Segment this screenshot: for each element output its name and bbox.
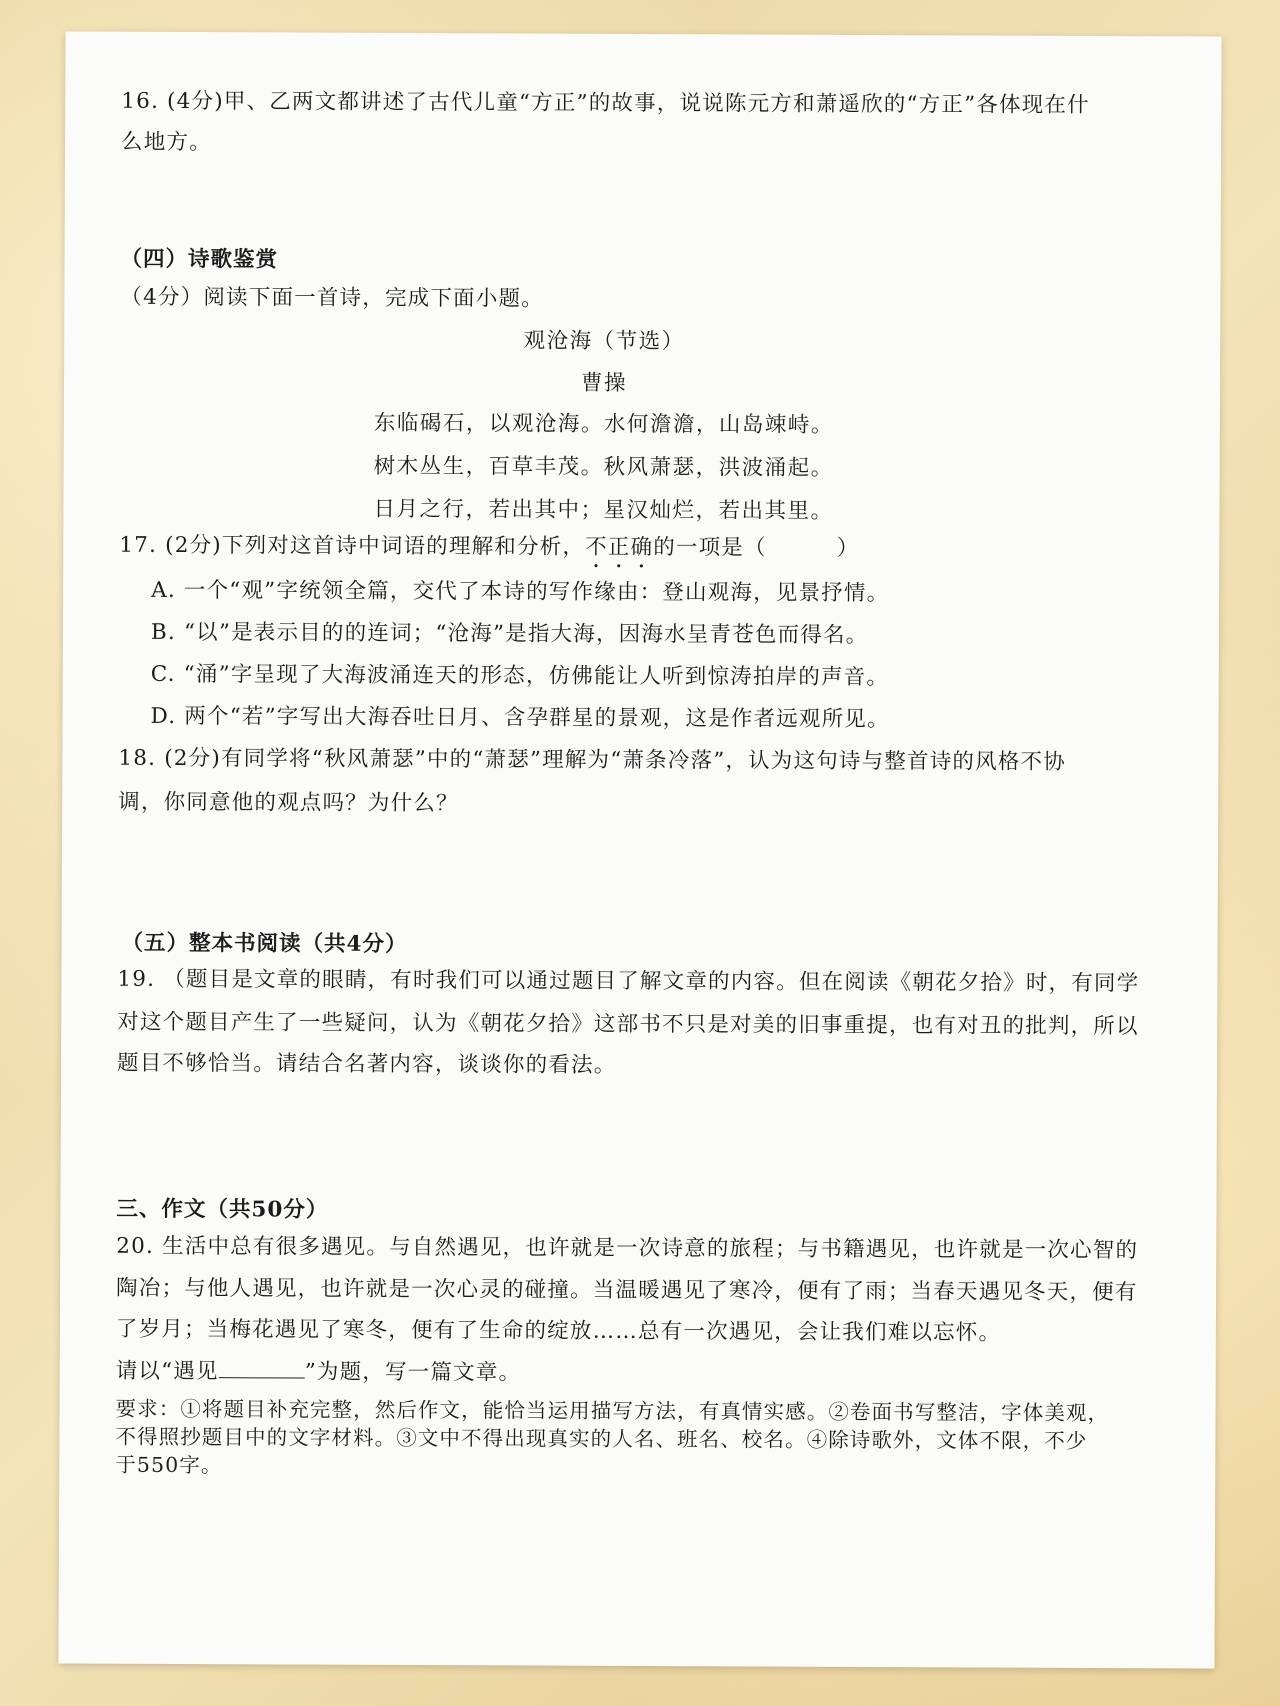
poem-line-1: 东临碣石，以观沧海。水何澹澹，山岛竦峙。 <box>373 410 834 438</box>
q17-option-a: A. 一个“观”字统领全篇，交代了本诗的写作缘由：登山观海，见景抒情。 <box>151 577 890 607</box>
q20-prompt <box>116 1354 522 1387</box>
q20-line-3: 了岁月；当梅花遇见了寒冬，便有了生命的绽放……总有一次遇见，会让我们难以忘怀。 <box>115 1316 1002 1346</box>
q17-emphasis: 不正确 <box>585 534 654 561</box>
q17-stem <box>119 528 859 574</box>
q20-line-2: 陶冶；与他人遇见，也许就是一次心灵的碰撞。当温暖遇见了寒冷，便有了雨；当春天遇见冬天，便有 <box>116 1275 1138 1306</box>
title-blank <box>219 1356 305 1379</box>
q19-line-3: 题目不够恰当。请结合名著内容，谈谈你的看法。 <box>117 1050 617 1078</box>
q19-line-2: 对这个题目产生了一些疑问，认为《朝花夕拾》这部书不只是对美的旧事重提，也有对丑的批判，所以 <box>117 1009 1139 1040</box>
q17-stem-close: ） <box>836 535 860 561</box>
q17-stem-prefix: 17. (2分)下列对这首诗中词语的理解和分析， <box>119 532 586 560</box>
q17-option-b: B. “以”是表示目的的连词；“沧海”是指大海，因海水呈青苍色而得名。 <box>150 619 869 648</box>
section-4-heading: （四）诗歌鉴赏 <box>120 246 279 273</box>
q16-line-1: 16. (4分)甲、乙两文都讲述了古代儿童“方正”的故事，说说陈元方和萧遥欣的“方正”各体现在什 <box>121 88 1090 118</box>
q18-line-2: 调，你同意他的观点吗？为什么？ <box>118 789 459 817</box>
section-3-heading: 三、作文（共50分） <box>116 1196 329 1223</box>
section-4-intro: （4分）阅读下面一首诗，完成下面小题。 <box>120 284 544 312</box>
q17-stem-suffix: 的一项是（ <box>653 535 767 561</box>
q20-requirements-line-2: 不得照抄题目中的文字材料。③文中不得出现真实的人名、班名、校名。④除诗歌外，文体不限，不少 <box>115 1424 1088 1453</box>
poem-line-2: 树木丛生，百草丰茂。秋风萧瑟，洪波涌起。 <box>373 453 834 481</box>
poem-title: 观沧海（节选） <box>523 328 685 355</box>
q20-prompt-prefix: 请以“遇见 <box>115 1358 219 1385</box>
poem-author: 曹操 <box>580 370 628 396</box>
q16-line-2: 么地方。 <box>121 129 212 156</box>
exam-paper <box>58 31 1221 1668</box>
q20-requirements-line-3: 于550字。 <box>115 1452 223 1478</box>
q19-line-1: 19. （题目是文章的眼睛，有时我们可以通过题目了解文章的内容。但在阅读《朝花夕拾》时，有同学 <box>117 966 1140 997</box>
section-5-heading: （五）整本书阅读（共4分） <box>121 930 408 957</box>
q20-prompt-suffix: ”为题，写一篇文章。 <box>304 1359 522 1386</box>
q18-line-1: 18. (2分)有同学将“秋风萧瑟”中的“萧瑟”理解为“萧条冷落”，认为这句诗与整首诗的风格不协 <box>118 745 1066 775</box>
q17-option-d: D. 两个“若”字写出大海吞吐日月、含孕群星的景观，这是作者远观所见。 <box>150 703 890 733</box>
poem-line-3: 日月之行，若出其中；星汉灿烂，若出其里。 <box>373 496 834 524</box>
q20-line-1: 20. 生活中总有很多遇见。与自然遇见，也许就是一次诗意的旅程；与书籍遇见，也许就是一次心智的 <box>116 1233 1139 1264</box>
q20-requirements-line-1: 要求：①将题目补充完整，然后作文，能恰当运用描写方法，有真情实感。②卷面书写整洁，字体美观， <box>115 1396 1110 1426</box>
q17-option-c: C. “涌”字呈现了大海波涌连天的形态，仿佛能让人听到惊涛拍岸的声音。 <box>150 661 890 691</box>
